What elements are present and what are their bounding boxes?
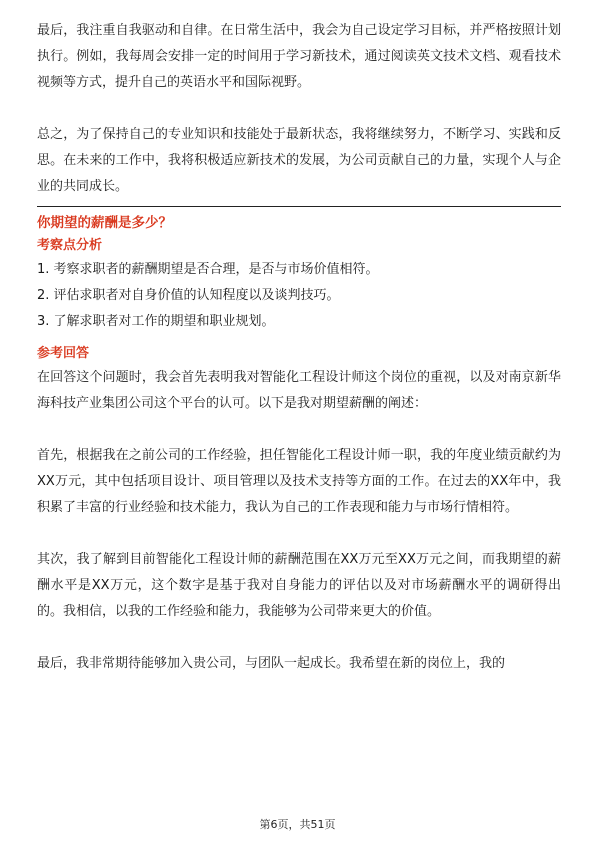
section-divider: [37, 206, 561, 207]
spacer: [37, 625, 561, 651]
question-heading: 你期望的薪酬是多少？: [37, 215, 172, 231]
page-number-footer: 第6页，共51页: [259, 818, 336, 831]
intro-paragraph-2: 总之，为了保持自己的专业知识和技能处于最新状态，我将继续努力，不断学习、实践和反思。在未来的工作中，我将积极适应新技术的发展，为公司贡献自己的力量，实现个人与企业的共同成长。: [37, 127, 561, 194]
analysis-item-1: 1. 考察求职者的薪酬期望是否合理，是否与市场价值相符。: [37, 262, 379, 277]
spacer: [37, 521, 561, 547]
answer-heading: 参考回答: [37, 346, 90, 361]
spacer: [37, 417, 561, 443]
answer-paragraph-1: 在回答这个问题时，我会首先表明我对智能化工程设计师这个岗位的重视，以及对南京新华海科技产业集团公司这个平台的认可。以下是我对期望薪酬的阐述：: [37, 370, 561, 411]
answer-paragraph-3: 其次，我了解到目前智能化工程设计师的薪酬范围在XX万元至XX万元之间，而我期望的薪酬水平是XX万元，这个数字是基于我对自身能力的评估以及对市场薪酬水平的调研得出的。我相信，以我的工作经验和能力，我能够为公司带来更大的价值。: [37, 552, 561, 619]
spacer: [37, 335, 561, 343]
intro-paragraph-1: 最后，我注重自我驱动和自律。在日常生活中，我会为自己设定学习目标，并严格按照计划执行。例如，我每周会安排一定的时间用于学习新技术，通过阅读英文技术文档、观看技术视频等方式，提升自己的英语水平和国际视野。: [37, 23, 561, 90]
answer-paragraph-2: 首先，根据我在之前公司的工作经验，担任智能化工程设计师一职，我的年度业绩贡献约为XX万元，其中包括项目设计、项目管理以及技术支持等方面的工作。在过去的XX年中，我积累了丰富的行业经验和技术能力，我认为自己的工作表现和能力与市场行情相符。: [37, 448, 561, 515]
analysis-item-2: 2. 评估求职者对自身价值的认知程度以及谈判技巧。: [37, 288, 340, 303]
spacer: [37, 96, 561, 122]
document-page: [37, 18, 561, 677]
analysis-item-3: 3. 了解求职者对工作的期望和职业规划。: [37, 314, 275, 329]
answer-paragraph-4: 最后，我非常期待能够加入贵公司，与团队一起成长。我希望在新的岗位上，我的: [37, 656, 506, 671]
analysis-heading: 考察点分析: [37, 238, 103, 253]
